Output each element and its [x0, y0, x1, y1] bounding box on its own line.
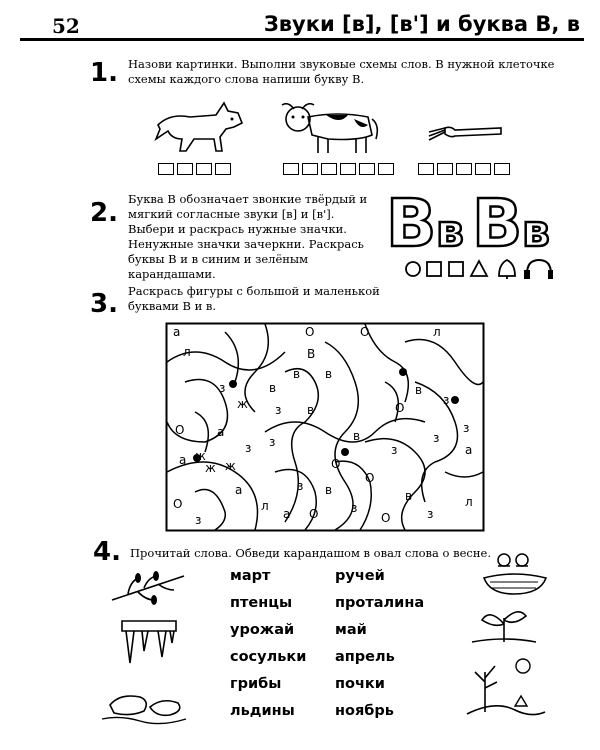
wolf-picture [150, 95, 245, 157]
puzzle-label: ж [195, 449, 206, 463]
puzzle-label: ж [237, 397, 248, 411]
puzzle-label: з [269, 435, 276, 449]
puzzle-label: з [195, 513, 202, 527]
bell-icon [499, 260, 515, 279]
puzzle-label: в [269, 381, 277, 395]
letter-big-1: В [386, 188, 437, 253]
task2-text: Буква В обозначает звонкие твёрдый и мягкий согласные звуки [в] и [в']. Выбери и раскрась нужные значки. Ненужные значки зачеркни. Раскрась буквы В и в синим и зелёным карандашами. [128, 192, 368, 281]
task4-number: 4. [93, 537, 121, 567]
sign-circle-icon [406, 262, 420, 276]
cow-picture [268, 95, 383, 157]
word-right-6[interactable]: ноябрь [335, 703, 394, 719]
puzzle-label: ж [225, 459, 236, 473]
page-title: Звуки [в], [в'] и буква В, в [263, 12, 580, 36]
birds-nest-picture [480, 548, 550, 600]
puzzle-label: О [305, 325, 315, 339]
word-right-5[interactable]: почки [335, 676, 385, 692]
puzzle-label: О [360, 325, 370, 339]
letter-small-1: в [436, 206, 464, 253]
sound-signs[interactable] [403, 256, 553, 282]
puzzle-label: з [463, 421, 470, 435]
word-right-2[interactable]: проталина [335, 595, 425, 611]
puzzle-label: а [217, 425, 225, 439]
word-left-5[interactable]: грибы [230, 676, 282, 692]
puzzle-label: О [309, 507, 319, 521]
coloring-puzzle[interactable] [165, 322, 485, 532]
puzzle-label: в [293, 367, 301, 381]
ice-floes-picture [100, 685, 188, 727]
puzzle-label: з [427, 507, 434, 521]
word-right-3[interactable]: май [335, 622, 367, 638]
puzzle-label: в [405, 489, 413, 503]
task4-text: Прочитай слова. Обведи карандашом в овал слова о весне. [130, 546, 491, 560]
letter-big-2: В [472, 188, 523, 253]
puzzle-label: О [395, 401, 405, 415]
puzzle-label: л [261, 499, 269, 513]
word-left-2[interactable]: птенцы [230, 595, 293, 611]
letters-vb[interactable] [384, 188, 564, 253]
sound-scheme-wolf[interactable] [158, 163, 234, 175]
word-left-6[interactable]: льдины [230, 703, 295, 719]
sign-square-icon-2 [449, 262, 463, 276]
sound-scheme-fork[interactable] [418, 163, 513, 175]
branch-picture [108, 568, 190, 608]
sprout-picture [468, 602, 540, 647]
spring-landscape-picture [465, 652, 547, 722]
header-rule [20, 38, 584, 41]
fork-picture [425, 118, 505, 148]
puzzle-label: а [235, 483, 243, 497]
puzzle-label: а [179, 453, 187, 467]
task1-text: Назови картинки. Выполни звуковые схемы слов. В нужной клеточке схемы каждого слова напиши букву В. [128, 57, 555, 86]
puzzle-label: в [325, 367, 333, 381]
word-left-3[interactable]: урожай [230, 622, 295, 638]
word-left-1[interactable]: март [230, 568, 271, 584]
puzzle-label: з [351, 501, 358, 515]
puzzle-label: з [443, 393, 450, 407]
letter-small-2: в [522, 206, 550, 253]
puzzle-label: а [173, 325, 181, 339]
puzzle-label: з [433, 431, 440, 445]
puzzle-label: в [353, 429, 361, 443]
puzzle-label: в [307, 403, 315, 417]
puzzle-label: в [325, 483, 333, 497]
task3-text: Раскрась фигуры с большой и маленькой буквами В и в. [128, 284, 380, 313]
puzzle-label: з [297, 479, 304, 493]
puzzle-label: О [331, 457, 341, 471]
puzzle-label: л [183, 345, 191, 359]
puzzle-label: В [307, 347, 316, 361]
puzzle-label: в [415, 383, 423, 397]
sound-scheme-cow[interactable] [283, 163, 397, 175]
word-right-4[interactable]: апрель [335, 649, 395, 665]
icicles-picture [118, 615, 180, 670]
sign-triangle-icon [471, 261, 487, 276]
task2-number: 2. [90, 198, 118, 228]
word-left-4[interactable]: сосульки [230, 649, 307, 665]
puzzle-label: О [365, 471, 375, 485]
puzzle-label: з [275, 403, 282, 417]
puzzle-label: з [391, 443, 398, 457]
sign-square-icon-1 [427, 262, 441, 276]
puzzle-label: з [245, 441, 252, 455]
puzzle-label: О [175, 423, 185, 437]
puzzle-label: з [219, 381, 226, 395]
puzzle-label: л [433, 325, 441, 339]
task3-number: 3. [90, 289, 118, 319]
headphones-icon [527, 260, 551, 274]
task1-number: 1. [90, 58, 118, 88]
puzzle-label: О [173, 497, 183, 511]
puzzle-label: ж [205, 461, 216, 475]
puzzle-label: а [283, 507, 291, 521]
puzzle-label: л [465, 495, 473, 509]
puzzle-label: а [465, 443, 473, 457]
page-number: 52 [52, 14, 80, 38]
word-right-1[interactable]: ручей [335, 568, 385, 584]
puzzle-label: О [381, 511, 391, 525]
